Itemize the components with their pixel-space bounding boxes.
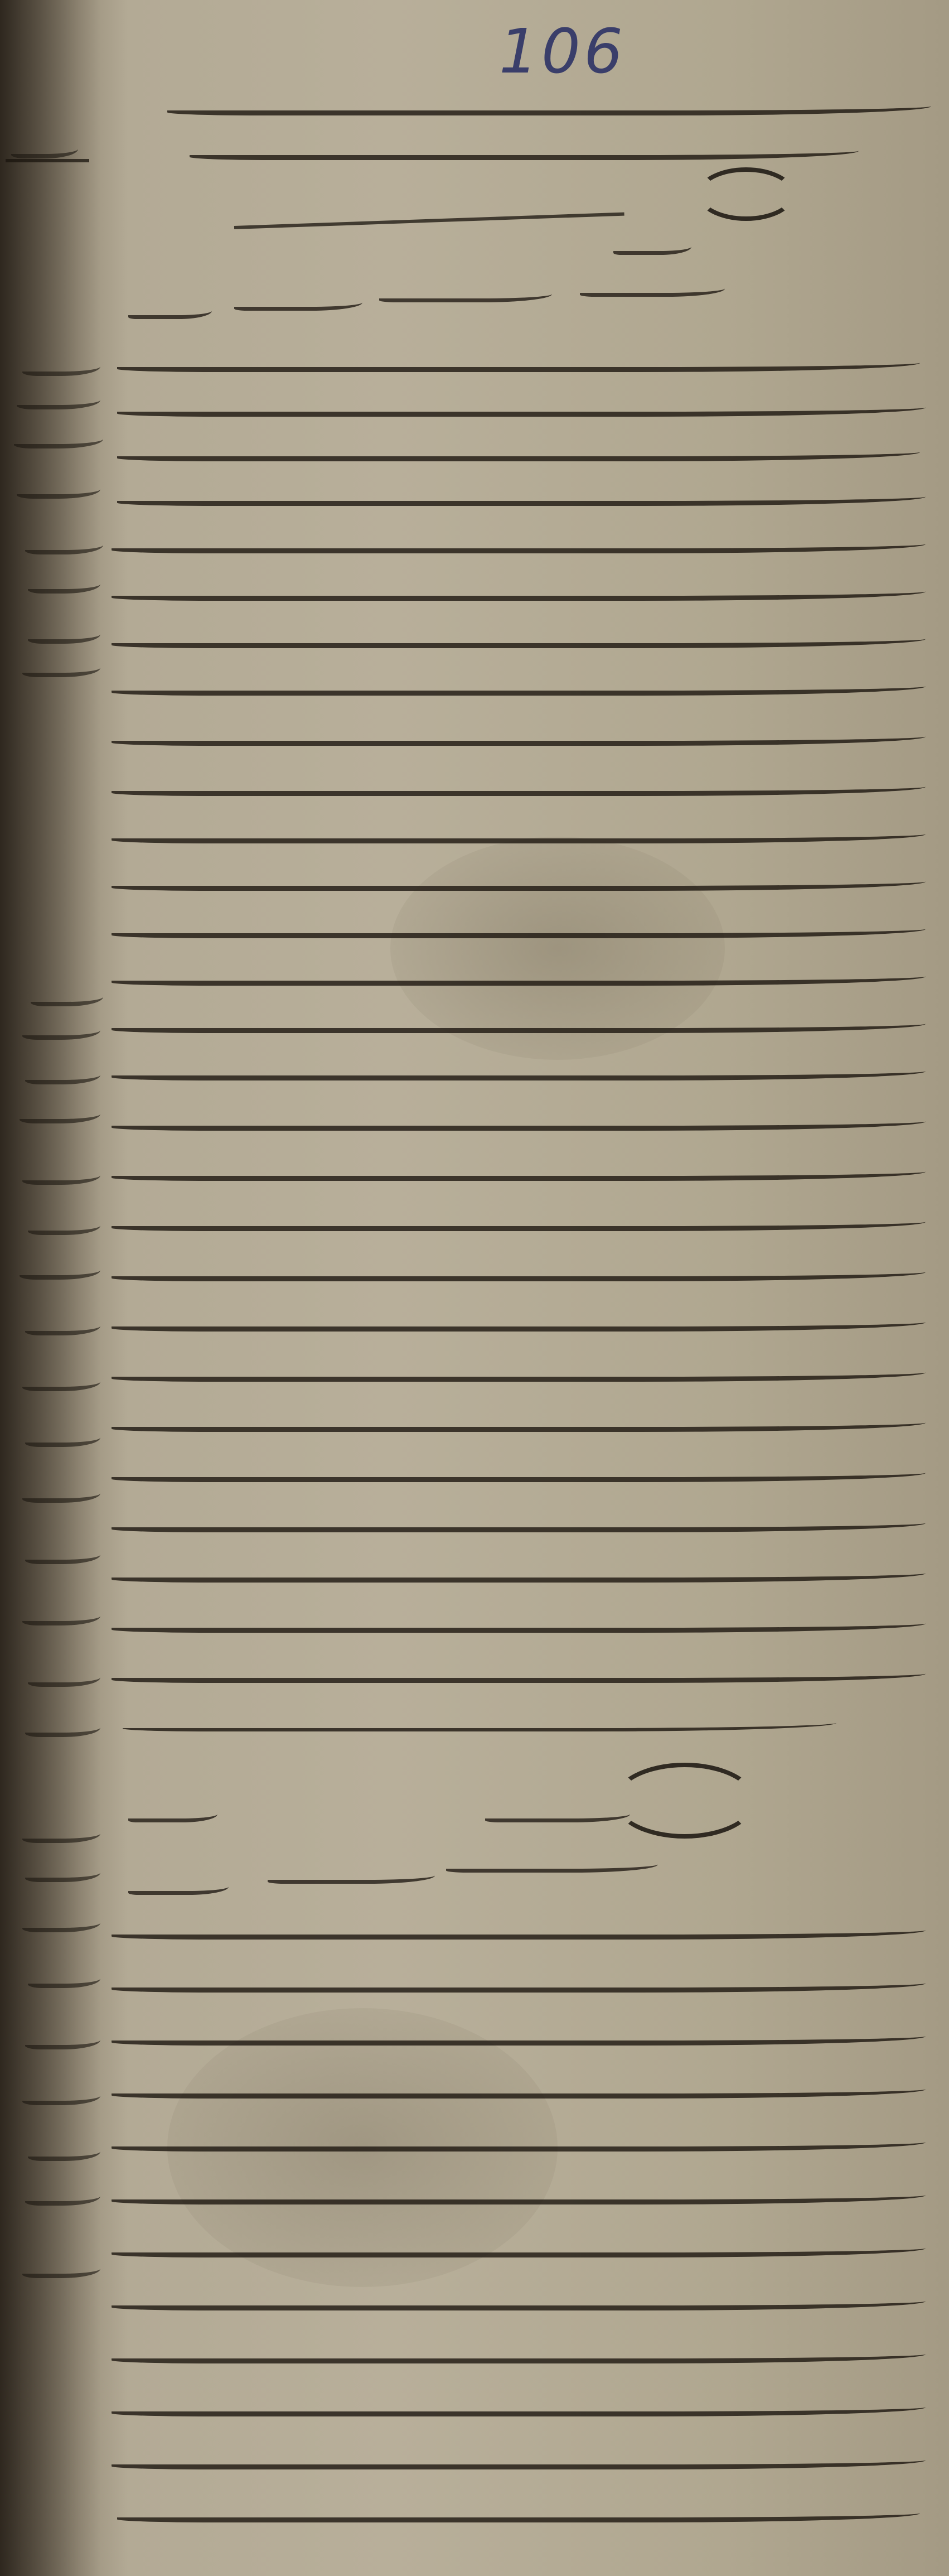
handwritten-line [112, 1607, 926, 1633]
handwritten-line [112, 1205, 926, 1231]
handwritten-line [167, 89, 931, 115]
handwritten-line [112, 669, 926, 696]
signature-flourish [613, 1763, 756, 1839]
handwritten-line [123, 1707, 836, 1731]
handwritten-line [112, 959, 926, 986]
handwritten-line [112, 1456, 926, 1482]
handwritten-line [112, 1657, 926, 1683]
handwritten-line [117, 2496, 920, 2522]
handwritten-line [112, 2284, 926, 2310]
handwritten-line [117, 346, 920, 372]
witness-name [446, 1852, 658, 1873]
handwritten-line [112, 1155, 926, 1181]
handwritten-line [112, 2178, 926, 2204]
handwritten-line [112, 1506, 926, 1532]
handwritten-line [112, 1556, 926, 1583]
handwritten-line [117, 435, 920, 461]
witness-name [234, 290, 362, 311]
handwritten-line [112, 865, 926, 891]
witness-name [268, 1863, 435, 1884]
witness-name [128, 1874, 229, 1895]
handwritten-line [112, 527, 926, 553]
handwritten-line [112, 1966, 926, 1993]
handwritten-line [112, 2390, 926, 2416]
handwritten-line [112, 2019, 926, 2046]
handwritten-line [112, 1355, 926, 1382]
handwritten-line [112, 1255, 926, 1281]
handwritten-line [112, 720, 926, 746]
handwritten-line [117, 390, 926, 417]
handwritten-line [112, 575, 926, 601]
entry-1-closing [0, 0, 949, 234]
handwritten-line [112, 2125, 926, 2152]
handwritten-line [112, 2231, 926, 2257]
handwritten-line [112, 2072, 926, 2099]
page-number: 106 [499, 16, 626, 87]
handwritten-line [112, 1007, 926, 1033]
witness-name [128, 1802, 217, 1822]
witness-name [580, 276, 725, 297]
handwritten-line [117, 480, 926, 506]
handwritten-line [112, 1054, 926, 1080]
handwritten-line [112, 1913, 926, 1940]
handwritten-line [112, 817, 926, 843]
handwritten-line [112, 770, 926, 796]
witness-name [613, 234, 691, 255]
handwritten-line [112, 2443, 926, 2469]
entry-2-signatures [0, 1752, 949, 1941]
witness-name [379, 282, 552, 302]
entry-3-final [0, 1913, 949, 2560]
signature-flourish [697, 167, 795, 221]
handwritten-line [112, 912, 926, 938]
handwritten-line [112, 1104, 926, 1131]
handwritten-line [112, 622, 926, 648]
witness-name [485, 1802, 630, 1822]
handwritten-line [112, 1406, 926, 1432]
handwritten-line [112, 2337, 926, 2363]
handwritten-line [112, 1305, 926, 1332]
entry-2-main [0, 312, 949, 1763]
handwritten-line [190, 134, 859, 160]
